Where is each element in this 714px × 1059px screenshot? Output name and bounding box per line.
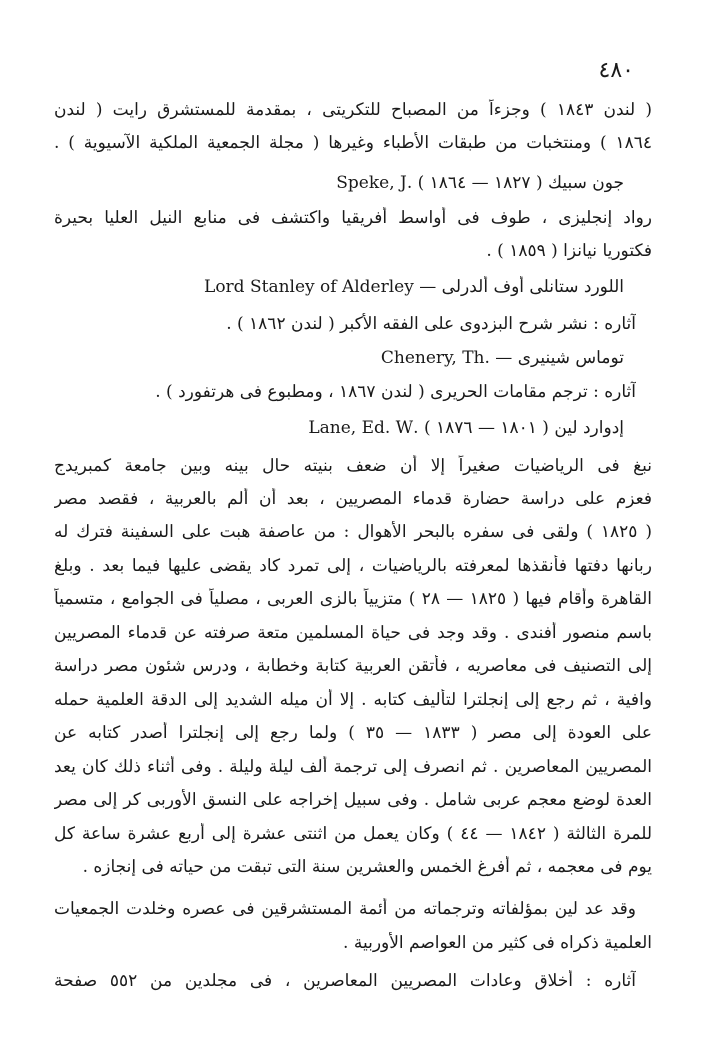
text-line-22: للمرة الثالثة ( ١٨٤٢ — ٤٤ ) وكان يعمل من اثنتى عشرة إلى أربع عشرة ساعة كل <box>54 824 652 844</box>
text-line-2: ١٨٦٤ ) ومنتخبات من طبقات الأطباء وغيرها ( مجلة الجمعية الملكية الآسيوية ) . <box>54 133 652 153</box>
text-line-19: على العودة إلى مصر ( ١٨٣٣ — ٣٥ ) ولما رجع إلى إنجلترا أصدر كتابه عن <box>54 723 652 743</box>
works-stanley: آثاره : نشر شرح البزدوى على الفقه الأكبر ( لندن ١٨٦٢ ) . <box>226 314 636 334</box>
page-number: ٤٨٠ <box>598 58 634 83</box>
text-line-23: يوم فى معجمه ، ثم أفرغ الخمس والعشرين سنة التى تبقت من حياته فى إنجازه . <box>82 857 652 877</box>
text-line-20: المصريين المعاصرين . ثم انصرف إلى ترجمة ألف ليلة وليلة . وفى أثناء ذلك كان يعد <box>54 757 652 777</box>
entry-heading-stanley: اللورد ستانلى أوف ألدرلى — Lord Stanley of Alderley <box>204 277 624 297</box>
text-line-21: العدة لوضع معجم عربى شامل . وفى سبيل إخراجه على النسق الأوربى كر إلى مصر <box>54 790 652 810</box>
works-lane: آثاره : أخلاق وعادات المصريين المعاصرين ، فى مجلدين من ٥٥٢ صفحة <box>54 971 636 991</box>
text-line-1: ( لندن ١٨٤٣ ) وجزءاً من المصباح للتكريتى ، بمقدمة للمستشرق رايت ( لندن <box>54 100 652 120</box>
text-line-5: فكتوريا نيانزا ( ١٨٥٩ ) . <box>486 241 652 261</box>
entry-heading-speke: جون سبيك ( ١٨٢٧ — ١٨٦٤ ) .Speke, J <box>336 173 624 193</box>
text-line-18: وافية ، ثم رجع إلى إنجلترا لتأليف كتابه . إلا أن ميله الشديد إلى الدقة العلمية حمله <box>54 690 652 710</box>
entry-heading-chenery: توماس شينيرى — .Chenery, Th <box>380 348 624 368</box>
text-line-12: فعزم على دراسة حضارة قدماء المصريين ، بعد أن ألم بالعربية ، فقصد مصر <box>54 489 652 509</box>
works-chenery: آثاره : ترجم مقامات الحريرى ( لندن ١٨٦٧ ، ومطبوع فى هرتفورد ) . <box>155 382 636 402</box>
text-line-13: ( ١٨٢٥ ) ولقى فى سفره بالبحر الأهوال : من عاصفة هبت على السفينة فترك له <box>54 522 652 542</box>
entry-heading-lane: إدوارد لين ( ١٨٠١ — ١٨٧٦ ) .Lane, Ed. W <box>308 418 624 438</box>
text-line-25: العلمية ذكراه فى كثير من العواصم الأوربية . <box>343 933 652 953</box>
text-line-4: رواد إنجليزى ، طوف فى أواسط أفريقيا واكتشف فى منابع النيل العليا بحيرة <box>54 208 652 228</box>
text-line-17: إلى التصنيف فى معاصريه ، فأتقن العربية كتابة وخطابة ، ودرس شئون مصر دراسة <box>54 656 652 676</box>
text-line-15: القاهرة وأقام فيها ( ١٨٢٥ — ٢٨ ) متزيياً بالزى العربى ، مصلياً فى الجوامع ، متسمياً <box>54 589 652 609</box>
text-line-24: وقد عد لين بمؤلفاته وترجماته من أئمة المستشرقين فى عصره وخلدت الجمعيات <box>54 899 636 919</box>
text-line-14: ربانها دفتها فأنقذها لمعرفته بالرياضيات ، إلى تمرد كاد يقضى عليها فيما بعد . وبلغ <box>54 556 652 576</box>
text-line-11: نبغ فى الرياضيات صغيراً إلا أن ضعف بنيته حال بينه وبين جامعة كمبريدج <box>54 456 652 476</box>
text-line-16: باسم منصور أفندى . وقد وجد فى حياة المسلمين متعة صرفته عن قدماء المصريين <box>54 623 652 643</box>
